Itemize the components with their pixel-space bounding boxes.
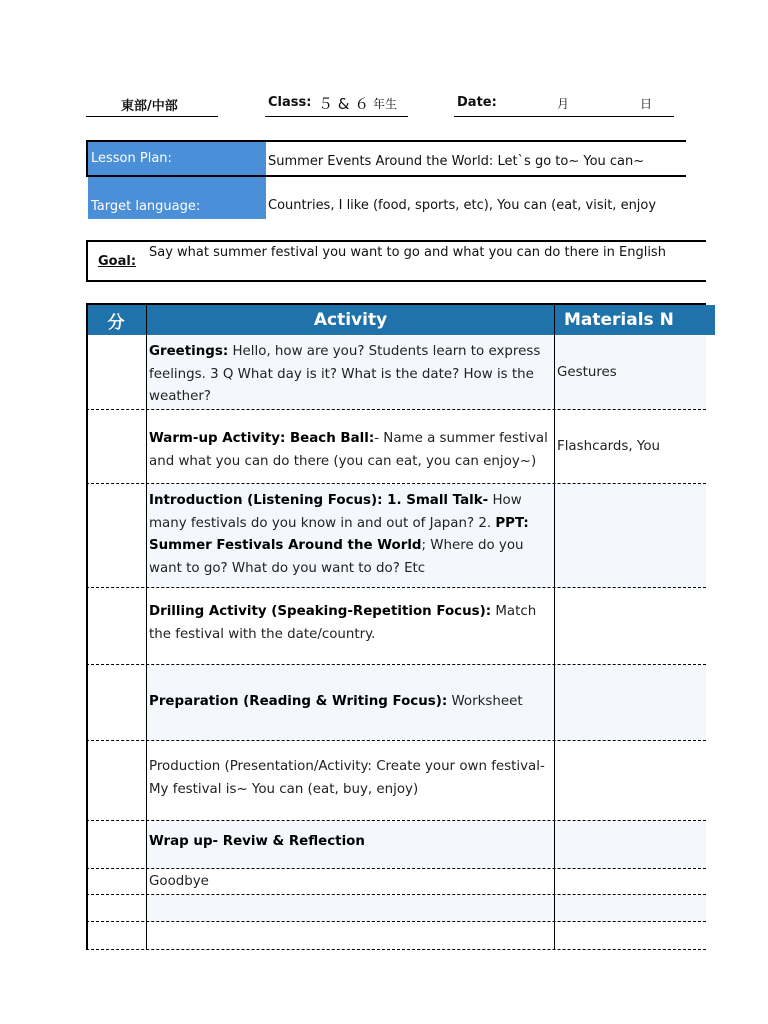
activity-description: Goodbye	[149, 874, 209, 889]
activity-title: Drilling Activity (Speaking-Repetition Focus):	[149, 604, 492, 619]
activity-cell	[149, 490, 551, 580]
activity-title: Warm-up Activity: Beach Ball:	[149, 431, 375, 446]
activity-title: PPT: Summer Festivals Around the World	[149, 515, 529, 553]
school-underline	[86, 116, 218, 117]
goal-label: Goal:	[98, 254, 137, 269]
activity-description: - Name a summer festival and what you can do there (you can eat, you can enjoy~)	[149, 431, 548, 469]
activity-title: Preparation (Reading & Writing Focus):	[149, 694, 448, 709]
materials-cell: Flashcards, You	[557, 439, 660, 454]
class-underline	[265, 116, 408, 117]
date-day: 日	[640, 97, 653, 111]
class-value: ５ & ６	[318, 95, 370, 113]
activity-cell	[149, 691, 551, 714]
activity-description: ; Where do you want to go? What do you want to do? Etc	[149, 538, 524, 576]
class-label: Class:	[268, 95, 312, 110]
activity-cell	[149, 428, 551, 473]
header-activity	[147, 305, 554, 335]
table-row	[86, 821, 706, 869]
target-language-value: Countries, I like (food, sports, etc), You can (eat, visit, enjoy	[268, 198, 657, 213]
table-divider-materials	[554, 305, 555, 950]
materials-cell: Gestures	[557, 365, 617, 380]
activity-description: Match the festival with the date/country.	[149, 604, 537, 642]
table-left-border	[86, 305, 88, 950]
table-row	[86, 484, 706, 588]
table-row	[86, 869, 706, 895]
activity-title: Introduction (Listening Focus): 1. Small Talk-	[149, 493, 489, 508]
row-divider	[86, 949, 706, 950]
school-name: 東部/中部	[121, 99, 178, 114]
table-row	[86, 410, 706, 484]
activity-description: Hello, how are you? Students learn to express feelings. 3 Q What day is it? What is the date? How is the weather?	[149, 344, 541, 404]
header-minutes-text: 分	[107, 312, 125, 333]
activity-cell	[149, 756, 551, 801]
activity-cell	[149, 871, 551, 894]
activity-cell	[149, 341, 551, 409]
table-row	[86, 895, 706, 922]
target-language-label-text: Target language:	[91, 198, 201, 214]
activity-description: How many festivals do you know in and out of Japan? 2.	[149, 493, 522, 531]
header-activity-text: Activity	[313, 310, 388, 330]
header-materials-text: Materials N	[564, 310, 674, 330]
table-row	[86, 588, 706, 665]
date-underline	[454, 116, 674, 117]
table-row	[86, 665, 706, 741]
target-language-label	[88, 177, 266, 219]
header-materials	[555, 305, 715, 335]
table-row	[86, 922, 706, 950]
date-month: 月	[557, 97, 570, 111]
table-row	[86, 336, 706, 410]
table-row	[86, 741, 706, 821]
lesson-plan-label-text: Lesson Plan:	[91, 151, 172, 166]
goal-text: Say what summer festival you want to go and what you can do there in English	[149, 245, 666, 260]
grade-suffix: 年生	[373, 97, 398, 111]
activity-description: Worksheet	[447, 694, 523, 709]
row-background	[146, 895, 706, 922]
lesson-plan-label	[88, 142, 266, 175]
lesson-plan-value: Summer Events Around the World: Let`s go to~ You can~	[268, 154, 645, 169]
activity-description: Production (Presentation/Activity: Create your own festival-My festival is~ You can (eat, buy, enjoy)	[149, 759, 545, 797]
date-label: Date:	[457, 95, 497, 110]
header-minutes	[86, 305, 146, 335]
activity-cell	[149, 601, 551, 646]
table-divider-minutes	[146, 305, 147, 950]
activity-title: Wrap up- Reviw & Reflection	[149, 834, 365, 849]
activity-cell	[149, 831, 551, 854]
activity-title: Greetings:	[149, 344, 229, 359]
